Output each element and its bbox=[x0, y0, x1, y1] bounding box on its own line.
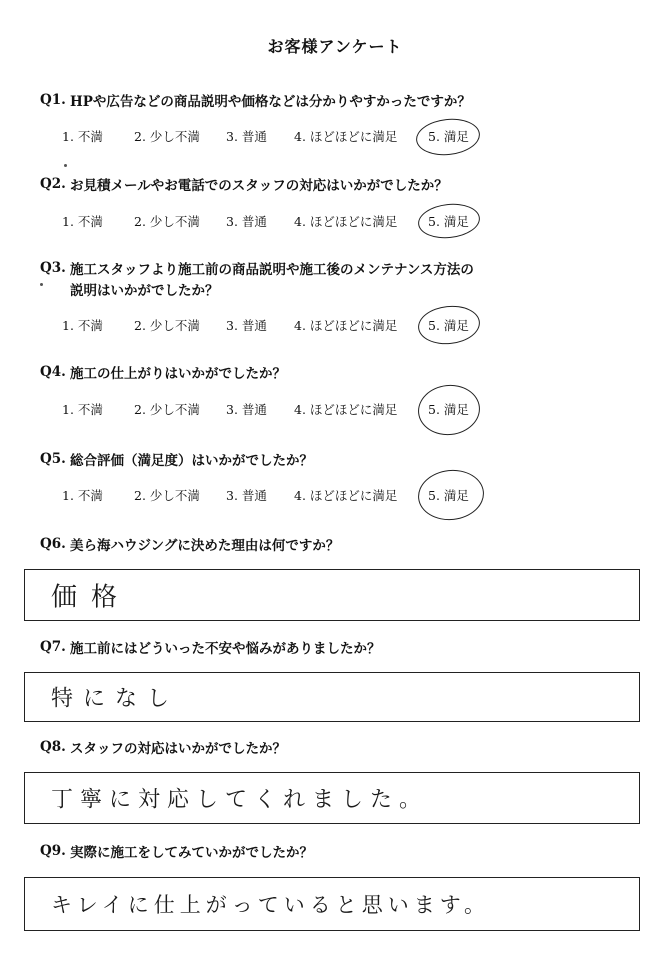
question-number: Q4. bbox=[40, 364, 66, 380]
option-1[interactable]: 1. 不満 bbox=[62, 488, 103, 503]
selected-answer-circle bbox=[416, 303, 482, 347]
survey-title: お客様アンケート bbox=[267, 37, 403, 56]
question-text: 施工の仕上がりはいかがでしたか？ bbox=[70, 366, 286, 382]
option-3[interactable]: 3. 普通 bbox=[226, 129, 267, 144]
question-text: 美ら海ハウジングに決めた理由は何ですか？ bbox=[70, 538, 340, 554]
question-8 bbox=[40, 739, 286, 760]
question-number: Q2. bbox=[40, 176, 66, 192]
option-3[interactable]: 3. 普通 bbox=[226, 214, 267, 229]
answer-box-8[interactable] bbox=[24, 772, 640, 824]
handwritten-answer: 特になし bbox=[51, 686, 180, 712]
question-number: Q8. bbox=[40, 739, 66, 755]
question-text-line-2: 説明はいかがでしたか？ bbox=[70, 283, 219, 299]
question-9 bbox=[40, 843, 313, 864]
selected-answer-circle bbox=[416, 382, 483, 438]
question-7 bbox=[40, 639, 381, 660]
question-number: Q9. bbox=[40, 843, 66, 859]
question-text: HPや広告などの商品説明や価格などは分かりやすかったですか？ bbox=[70, 94, 471, 110]
question-2 bbox=[40, 176, 448, 197]
question-number: Q3. bbox=[40, 260, 66, 276]
option-4[interactable]: 4. ほどほどに満足 bbox=[294, 402, 398, 417]
option-3[interactable]: 3. 普通 bbox=[226, 488, 267, 503]
option-3[interactable]: 3. 普通 bbox=[226, 318, 267, 333]
option-4[interactable]: 4. ほどほどに満足 bbox=[294, 318, 398, 333]
question-1 bbox=[40, 92, 471, 113]
option-2[interactable]: 2. 少し不満 bbox=[134, 318, 200, 333]
option-4[interactable]: 4. ほどほどに満足 bbox=[294, 129, 398, 144]
option-5-selected[interactable]: 5. 満足 bbox=[428, 402, 469, 417]
option-4[interactable]: 4. ほどほどに満足 bbox=[294, 488, 398, 503]
answer-box-6[interactable] bbox=[24, 569, 640, 621]
handwritten-answer: 価格 bbox=[51, 582, 132, 613]
option-1[interactable]: 1. 不満 bbox=[62, 214, 103, 229]
option-5-selected[interactable]: 5. 満足 bbox=[428, 318, 469, 333]
option-1[interactable]: 1. 不満 bbox=[62, 129, 103, 144]
option-1[interactable]: 1. 不満 bbox=[62, 402, 103, 417]
option-5-selected[interactable]: 5. 満足 bbox=[428, 214, 469, 229]
option-3[interactable]: 3. 普通 bbox=[226, 402, 267, 417]
question-text: 施工前にはどういった不安や悩みがありましたか？ bbox=[70, 641, 381, 657]
option-4[interactable]: 4. ほどほどに満足 bbox=[294, 214, 398, 229]
option-2[interactable]: 2. 少し不満 bbox=[134, 488, 200, 503]
question-text: 施工スタッフより施工前の商品説明や施工後のメンテナンス方法の bbox=[70, 262, 474, 278]
option-2[interactable]: 2. 少し不満 bbox=[134, 214, 200, 229]
option-5-selected[interactable]: 5. 満足 bbox=[428, 129, 469, 144]
handwritten-answer: 丁寧に対応してくれました。 bbox=[51, 787, 429, 813]
question-number: Q5. bbox=[40, 451, 66, 467]
question-4 bbox=[40, 364, 286, 385]
answer-box-9[interactable] bbox=[24, 877, 640, 931]
question-5 bbox=[40, 451, 313, 472]
handwritten-answer: キレイに仕上がっていると思います。 bbox=[51, 893, 491, 917]
answer-box-7[interactable] bbox=[24, 672, 640, 722]
option-5-selected[interactable]: 5. 満足 bbox=[428, 488, 469, 503]
option-1[interactable]: 1. 不満 bbox=[62, 318, 103, 333]
selected-answer-circle bbox=[414, 116, 481, 158]
question-text: 実際に施工をしてみていかがでしたか？ bbox=[70, 845, 313, 861]
question-text: スタッフの対応はいかがでしたか？ bbox=[70, 741, 286, 757]
question-text: 総合評価（満足度）はいかがでしたか？ bbox=[70, 453, 313, 469]
question-text: お見積メールやお電話でのスタッフの対応はいかがでしたか？ bbox=[70, 178, 448, 194]
question-number: Q6. bbox=[40, 536, 66, 552]
question-number: Q1. bbox=[40, 92, 66, 108]
selected-answer-circle bbox=[416, 201, 481, 241]
stray-mark bbox=[40, 283, 43, 286]
stray-mark bbox=[64, 164, 67, 167]
option-2[interactable]: 2. 少し不満 bbox=[134, 129, 200, 144]
question-3 bbox=[40, 260, 474, 302]
selected-answer-circle bbox=[416, 467, 487, 524]
option-2[interactable]: 2. 少し不満 bbox=[134, 402, 200, 417]
question-6 bbox=[40, 536, 339, 557]
question-number: Q7. bbox=[40, 639, 66, 655]
